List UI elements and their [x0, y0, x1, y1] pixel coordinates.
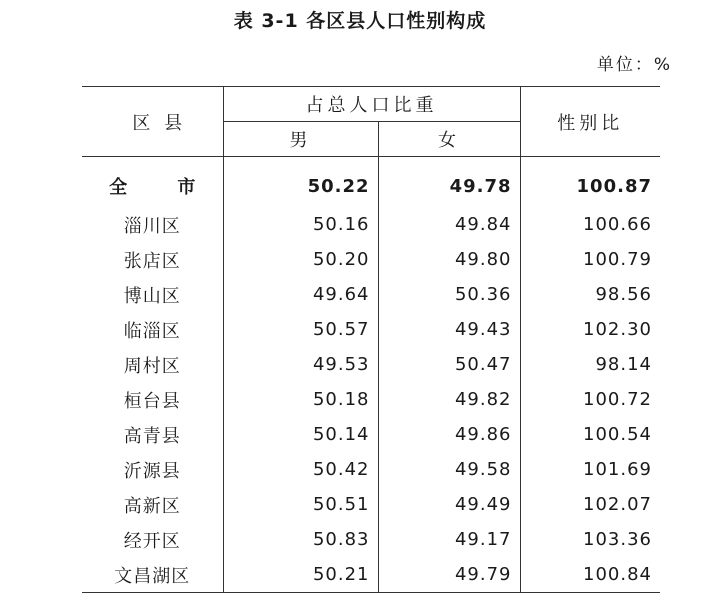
header-sex-ratio: 性别比 [520, 87, 660, 157]
table-row [82, 242, 660, 277]
cell-female: 49.84 [378, 207, 520, 242]
cell-male: 50.14 [223, 417, 378, 452]
cell-sex-ratio: 100.66 [583, 214, 652, 235]
cell-region: 淄川区 [82, 207, 223, 242]
cell-sex-ratio: 102.30 [583, 319, 652, 340]
header-male: 男 [223, 122, 378, 157]
cell-region: 高新区 [82, 487, 223, 522]
table-row [82, 557, 660, 593]
table-row [82, 487, 660, 522]
cell-female: 49.17 [378, 522, 520, 557]
cell-region: 沂源县 [82, 452, 223, 487]
cell-sex-ratio: 101.69 [583, 459, 652, 480]
cell-male: 50.18 [223, 382, 378, 417]
cell-region: 桓台县 [82, 382, 223, 417]
cell-male: 50.83 [223, 522, 378, 557]
cell-female: 49.86 [378, 417, 520, 452]
cell-sex-ratio: 100.84 [520, 557, 660, 593]
cell-sex-ratio: 100.72 [583, 389, 652, 410]
cell-sex-ratio: 103.36 [583, 529, 652, 550]
cell-female: 49.49 [378, 487, 520, 522]
cell-male: 50.21 [223, 557, 378, 593]
cell-sex-ratio: 100.79 [583, 249, 652, 270]
cell-male: 50.42 [223, 452, 378, 487]
table-row [82, 277, 660, 312]
cell-male: 50.57 [223, 312, 378, 347]
cell-male: 50.22 [223, 157, 378, 208]
header-female: 女 [378, 122, 520, 157]
cell-female: 49.43 [378, 312, 520, 347]
cell-sex-ratio: 100.54 [583, 424, 652, 445]
cell-female: 49.80 [378, 242, 520, 277]
table-header [82, 87, 660, 157]
cell-region: 经开区 [82, 522, 223, 557]
table-row [82, 417, 660, 452]
cell-sex-ratio: 98.14 [595, 354, 652, 375]
cell-region: 文昌湖区 [82, 557, 223, 593]
cell-female: 49.79 [378, 557, 520, 593]
cell-sex-ratio: 100.87 [576, 175, 652, 197]
cell-male: 50.16 [223, 207, 378, 242]
cell-female: 49.58 [378, 452, 520, 487]
cell-female: 50.47 [378, 347, 520, 382]
cell-female: 49.78 [378, 157, 520, 208]
table-row [82, 522, 660, 557]
table-row [82, 347, 660, 382]
cell-sex-ratio: 98.56 [595, 284, 652, 305]
table-body [82, 157, 660, 593]
header-row-1 [82, 87, 660, 122]
cell-region: 周村区 [82, 347, 223, 382]
cell-region: 临淄区 [82, 312, 223, 347]
table-row [82, 382, 660, 417]
cell-female: 50.36 [378, 277, 520, 312]
cell-female: 49.82 [378, 382, 520, 417]
cell-region: 张店区 [82, 242, 223, 277]
header-region: 区 县 [82, 87, 223, 157]
cell-male: 50.20 [223, 242, 378, 277]
table-row [82, 312, 660, 347]
cell-region: 全 市 [82, 157, 223, 208]
table-row-total [82, 157, 660, 208]
unit-label: 单位：% [596, 55, 672, 75]
cell-sex-ratio: 102.07 [583, 494, 652, 515]
population-sex-table [82, 86, 660, 593]
table-row [82, 207, 660, 242]
table-row [82, 452, 660, 487]
cell-male: 50.51 [223, 487, 378, 522]
cell-region: 高青县 [82, 417, 223, 452]
table-title: 表 3-1 各区县人口性别构成 [233, 10, 487, 32]
cell-region: 博山区 [82, 277, 223, 312]
cell-male: 49.64 [223, 277, 378, 312]
header-population-share: 占总人口比重 [223, 87, 520, 122]
cell-male: 49.53 [223, 347, 378, 382]
